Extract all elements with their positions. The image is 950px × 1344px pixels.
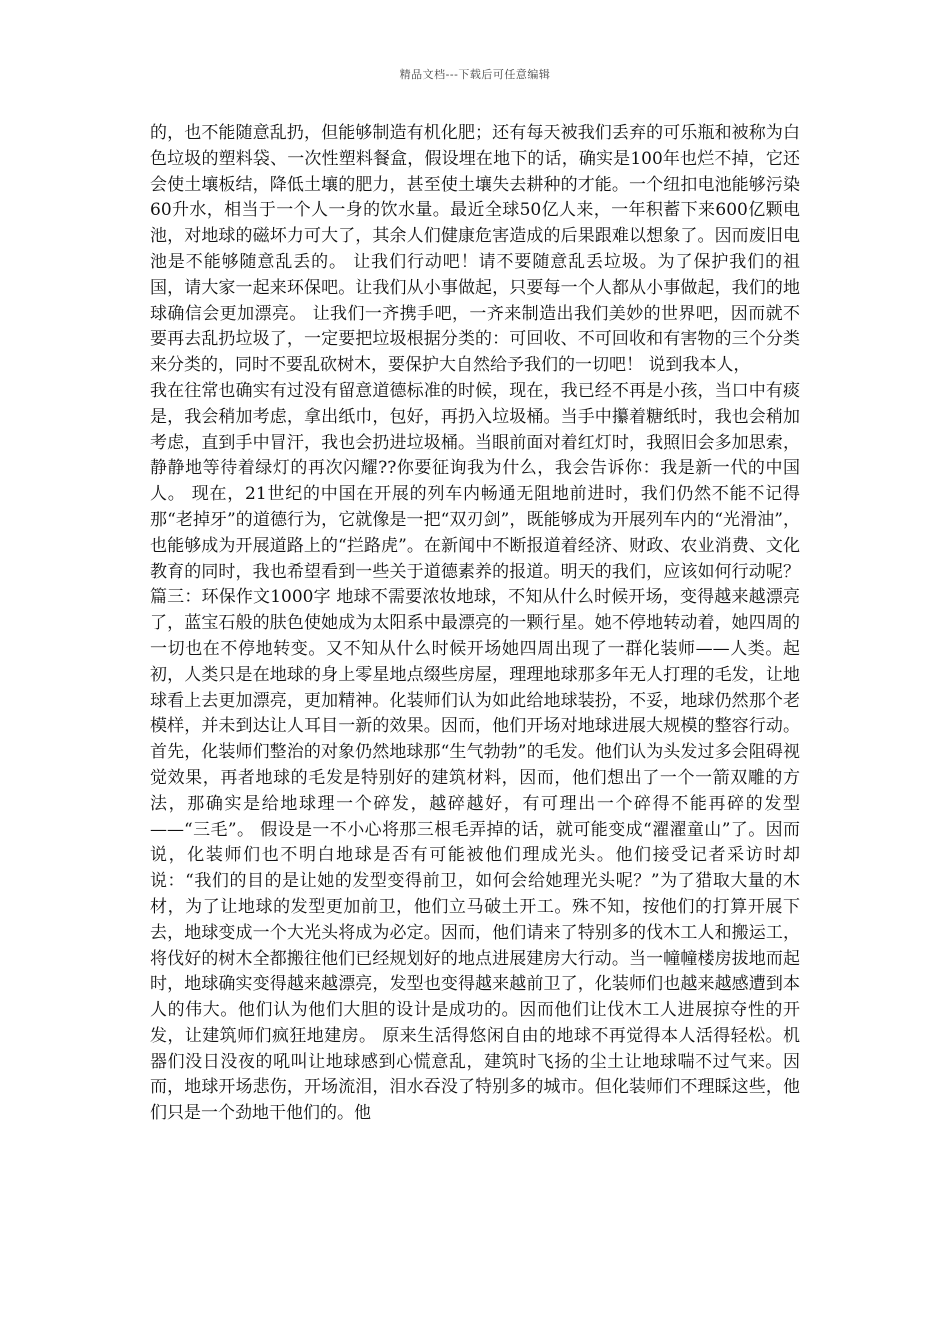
page-header: 精品文档---下载后可任意编辑 xyxy=(399,68,551,81)
paragraph: 的，也不能随意乱扔，但能够制造有机化肥；还有每天被我们丢弃的可乐瓶和被称为白色垃圾的塑料袋、一次性塑料餐盒，假设埋在地下的话，确实是100年也烂不掉，它还会使土壤板结，降低土壤的肥力，甚至使土壤失去耕种的才能。一个纽扣电池能够污染60升水，相当于一个人一身的饮水量。最近全球50亿人来，一年积蓄下来600亿颗电池，对地球的磁坏力可大了，其余人们健康危害造成的后果跟难以想象了。因而废旧电池是不能够随意乱丢的。 让我们行动吧！请不要随意乱丢垃圾。为了保护我们的祖国，请大家一起来环保吧。让我们从小事做起，只要每一个人都从小事做起，我们的地球确信会更加漂亮。 让我们一齐携手吧，一齐来制造出我们美妙的世界吧，因而就不要再去乱扔垃圾了，一定要把垃圾根据分类的：可回收、不可回收和有害物的三个分类来分类的，同时不要乱砍树木，要保护大自然给予我们的一切吧！ 说到我本人， xyxy=(150,123,800,376)
document-body xyxy=(150,121,800,1127)
paragraph: 我在往常也确实有过没有留意道德标准的时候，现在，我已经不再是小孩，当口中有痰是，我会稍加考虑，拿出纸巾，包好，再扔入垃圾桶。当手中攥着糖纸时，我也会稍加考虑，直到手中冒汗，我也会扔进垃圾桶。当眼前面对着红灯时，我照旧会多加思索，静静地等待着绿灯的再次闪耀??你要征询我为什么，我会告诉你：我是新一代的中国人。 现在，21世纪的中国在开展的列车内畅通无阻地前进时，我们仍然不能不记得那“老掉牙”的道德行为，它就像是一把“双刃剑”，既能够成为开展列车内的“光滑油”，也能够成为开展道路上的“拦路虎”。在新闻中不断报道着经济、财政、农业消费、文化教育的同时，我也希望看到一些关于道德素养的报道。明天的我们，应该如何行动呢？ 篇三：环保作文1000字 地球不需要浓妆地球，不知从什么时候开场，变得越来越漂亮了，蓝宝石般的肤色使她成为太阳系中最漂亮的一颗行星。她不停地转动着，她四周的一切也在不停地转变。又不知从什么时候开场她四周出现了一群化装师——人类。起初，人类只是在地球的身上零星地点缀些房屋，理理地球那多年无人打理的毛发，让地球看上去更加漂亮，更加精神。化装师们认为如此给地球装扮，不妥，地球仍然那个老模样，并未到达让人耳目一新的效果。因而，他们开场对地球进展大规模的整容行动。首先，化装师们整治的对象仍然地球那“生气勃勃”的毛发。他们认为头发过多会阻碍视觉效果，再者地球的毛发是特别好的建筑材料，因而，他们想出了一个一箭双雕的方法，那确实是给地球理一个碎发，越碎越好，有可理出一个碎得不能再碎的发型——“三毛”。 假设是一不小心将那三根毛弄掉的话，就可能变成“濯濯童山”了。因而说，化装师们也不明白地球是否有可能被他们理成光头。他们接受记者采访时却说：“我们的目的是让她的发型变得前卫，如何会给她理光头呢？”为了猎取大量的木材，为了让地球的发型更加前卫，他们立马破土开工。殊不知，按他们的打算开展下去，地球变成一个大光头将成为必定。因而，他们请来了特别多的伐木工人和搬运工，将伐好的树木全都搬往他们已经规划好的地点进展建房大行动。当一幢幢楼房拔地而起时，地球确实变得越来越漂亮，发型也变得越来越前卫了，化装师们也越来越感遭到本人的伟大。他们认为他们大胆的设计是成功的。因而他们让伐木工人进展掠夺性的开发，让建筑师们疯狂地建房。 原来生活得悠闲自由的地球不再觉得本人活得轻松。机器们没日没夜的吼叫让地球感到心慌意乱，建筑时飞扬的尘土让地球喘不过气来。因而，地球开场悲伤，开场流泪，泪水吞没了特别多的城市。但化装师们不理睬这些，他们只是一个劲地干他们的。他 xyxy=(150,380,800,1124)
